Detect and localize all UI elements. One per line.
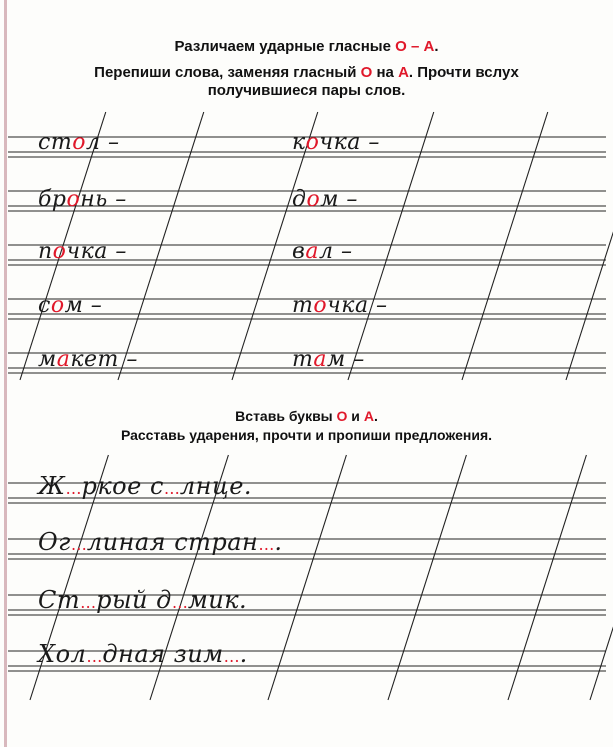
missing-letter-dots: … — [70, 535, 87, 554]
word-pair-5-right — [292, 347, 365, 372]
word-part: л – — [85, 130, 120, 155]
missing-letter-dots: … — [258, 535, 275, 554]
sentence-part: линая стран — [86, 528, 259, 556]
task2-letter-a: А — [363, 408, 374, 424]
task1-line1-end: . Прочти вслух — [408, 64, 519, 81]
sentence-part: Ог — [38, 528, 71, 556]
vowel-highlight: а — [313, 347, 327, 372]
missing-letter-dots: … — [65, 479, 82, 498]
sentence-part: мик. — [187, 586, 248, 614]
task1-title-text: Различаем ударные гласные — [174, 38, 396, 55]
word-part: м — [38, 347, 57, 372]
word-pair-3-right — [292, 239, 352, 264]
task2-title — [0, 408, 613, 424]
word-pair-4-left — [38, 293, 102, 318]
missing-letter-dots: … — [86, 647, 103, 666]
task1-title-letters: О – А — [395, 38, 435, 55]
word-part: т — [292, 293, 314, 318]
word-pair-1-right — [292, 130, 380, 155]
word-part: л – — [318, 239, 353, 264]
missing-letter-dots: … — [80, 593, 97, 612]
word-pair-4-right — [292, 293, 388, 318]
word-pair-1-left — [38, 130, 119, 155]
task2-instruction: Расставь ударения, прочти и пропиши предложения. — [120, 427, 493, 443]
word-pair-5-left — [38, 347, 138, 372]
sentence-part: ркое с — [81, 472, 164, 500]
sentence-part: рый д — [96, 586, 172, 614]
word-part: м – — [327, 347, 365, 372]
vowel-highlight: о — [50, 293, 65, 318]
task2-title-end: . — [373, 408, 378, 424]
word-part: с — [38, 293, 51, 318]
slant-guide-line — [268, 455, 346, 700]
word-part: кет – — [70, 347, 138, 372]
vowel-highlight: о — [306, 187, 321, 212]
sentence-part: Хол — [38, 640, 87, 668]
vowel-highlight: а — [305, 239, 319, 264]
sentence-part: Ст — [38, 586, 81, 614]
word-part: т — [292, 347, 314, 372]
task2-letter-o: О — [336, 408, 348, 424]
missing-letter-dots: … — [171, 593, 188, 612]
word-part: чка – — [327, 293, 388, 318]
word-part: м – — [64, 293, 103, 318]
task1-instruction-line2: получившиеся пары слов. — [207, 82, 406, 99]
word-part: чка – — [319, 130, 380, 155]
task2-title-text: Вставь буквы — [235, 408, 337, 424]
sentence-4 — [38, 640, 248, 668]
word-part: м – — [320, 187, 358, 212]
sentence-2 — [38, 528, 283, 556]
task1-title-end: . — [434, 38, 439, 55]
task1-line1-mid: на — [372, 64, 399, 81]
task2-title-mid: и — [347, 408, 364, 424]
missing-letter-dots: … — [163, 479, 180, 498]
sentence-3 — [38, 586, 247, 614]
sentence-part: лнце. — [179, 472, 253, 500]
task1-line1-text: Перепиши слова, заменяя гласный — [94, 64, 361, 81]
vowel-highlight: а — [56, 347, 71, 372]
sentence-1 — [38, 472, 252, 500]
sentence-part: . — [239, 640, 248, 668]
word-part: в — [292, 239, 306, 264]
task1-letter-a: А — [398, 64, 409, 81]
word-pair-2-right — [292, 187, 358, 212]
sentence-part: . — [274, 528, 283, 556]
missing-letter-dots: … — [223, 647, 240, 666]
word-pair-3-left — [38, 239, 127, 264]
slant-guide-line — [508, 455, 586, 700]
sentence-part: Ж — [38, 472, 66, 500]
slant-guide-line — [590, 455, 613, 700]
word-part: д — [292, 187, 307, 212]
slant-guide-line — [388, 455, 466, 700]
vowel-highlight: о — [313, 293, 328, 318]
word-part: нь – — [80, 187, 127, 212]
word-part: бр — [38, 187, 67, 212]
word-pair-2-left — [38, 187, 127, 212]
word-part: к — [292, 130, 306, 155]
vowel-highlight: о — [305, 130, 320, 155]
sentence-part: дная зим — [102, 640, 224, 668]
word-part: ст — [38, 130, 73, 155]
vowel-highlight: о — [66, 187, 81, 212]
task1-letter-o: О — [360, 64, 373, 81]
word-part: п — [38, 239, 53, 264]
word-part: чка – — [66, 239, 127, 264]
vowel-highlight: о — [52, 239, 67, 264]
vowel-highlight: о — [72, 130, 86, 155]
